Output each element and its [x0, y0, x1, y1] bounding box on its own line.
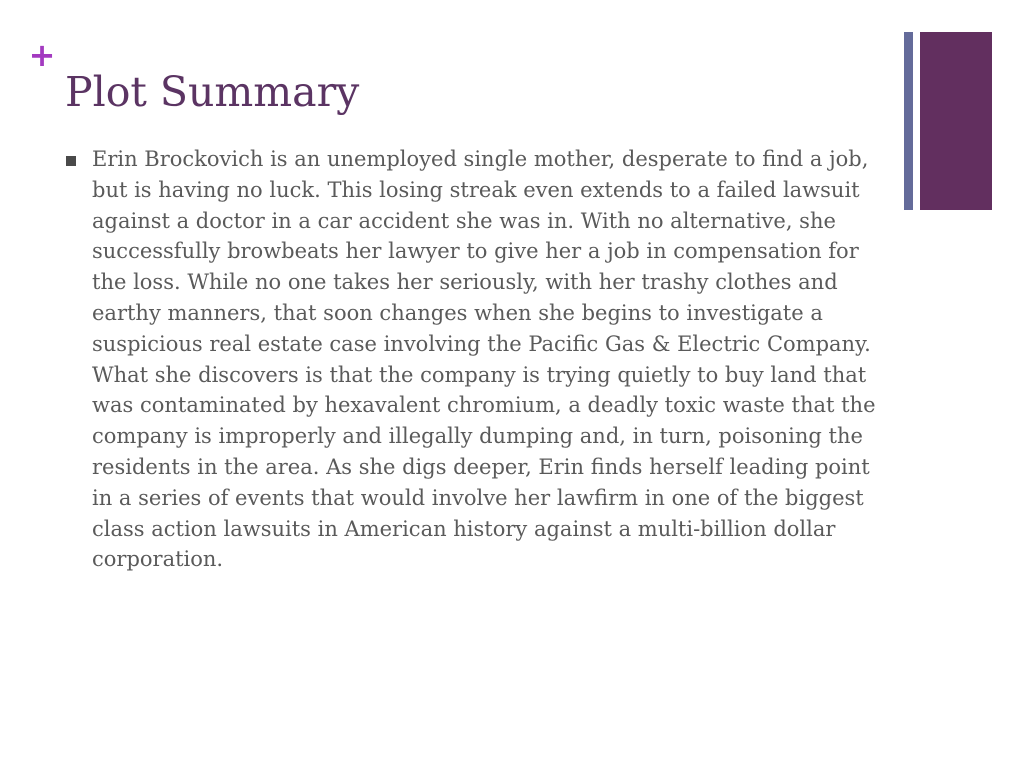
bullet-text: Erin Brockovich is an unemployed single mother, desperate to find a job, but is having no luck. This losing streak even extends to a failed lawsuit against a doctor in a car accident she was in. With no alternative, she successfully browbeats her lawyer to give her a job in compensation for the loss. While no one takes her seriously, with her trashy clothes and earthy manners, that soon changes when she begins to investigate a suspicious real estate case involving the Pacific Gas & Electric Company. What she discovers is that the company is trying quietly to buy land that was contaminated by hexavalent chromium, a deadly toxic waste that the company is improperly and illegally dumping and, in turn, poisoning the residents in the area. As she digs deeper, Erin finds herself leading point in a series of events that would involve her lawfirm in one of the biggest class action lawsuits in American history against a multi-billion dollar corporation.	[92, 147, 876, 572]
slide-title: Plot Summary	[65, 68, 360, 116]
plus-icon: +	[28, 36, 56, 74]
bullet-item	[66, 144, 896, 575]
accent-bar-thin	[904, 32, 913, 210]
accent-bar-wide	[920, 32, 992, 210]
square-bullet-icon	[66, 156, 76, 166]
bullet-list	[66, 144, 896, 575]
